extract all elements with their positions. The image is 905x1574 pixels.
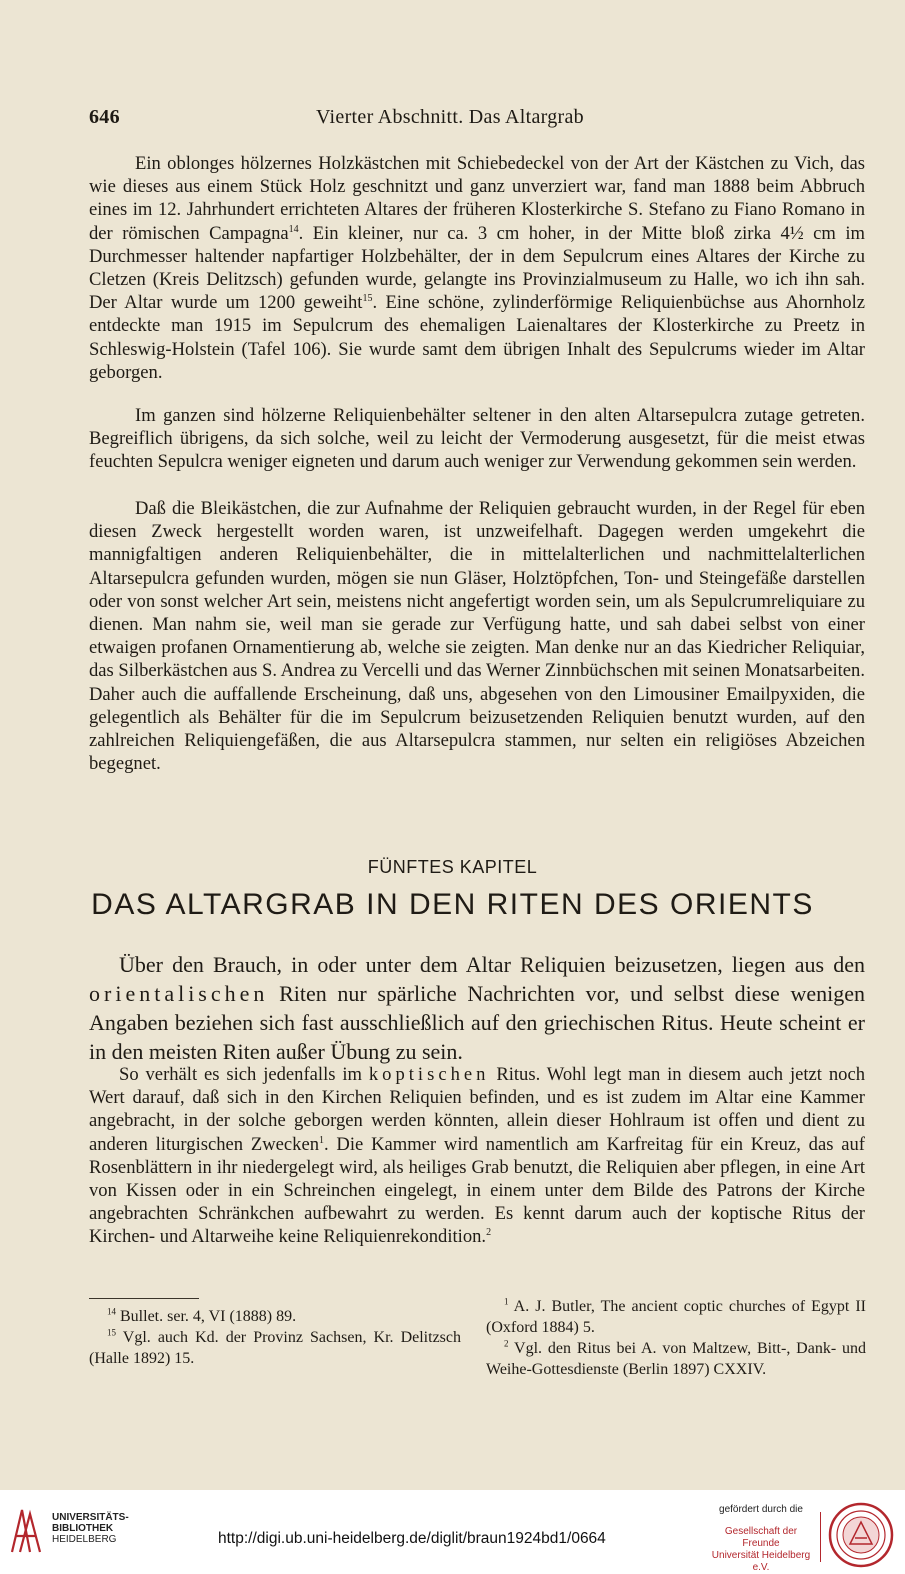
footnote-mark: 2: [504, 1338, 509, 1349]
paragraph-3: Daß die Bleikästchen, die zur Aufnahme der Reliquien gebraucht wurden, in der Regel für eben diesen Zweck hergestellt worden waren, ist unzweifelhaft. Dagegen werden umgekehrt die mannigfaltigen anderen Reliquienbehälter, die in mittelalterlichen und nachmittelalterlichen Altarsepulcra gefunden wurden, mögen sie nun Gläser, Holztöpfchen, Ton- und Steingefäße darstellen oder von sonst welcher Art sein, meistens nicht angefertigt worden sein, um als Sepulcrumreliquiare zu dienen. Man nahm sie, weil man sie gerade zur Verfügung hatte, und sah dabei selbst von einer etwaigen profanen Ornamentierung ab, welche sie zeigten. Man denke nur an das Kiedricher Reliquiar, das Silberkästchen aus S. Andrea zu Vercelli und das Werner Zinnbüchschen mit seinen Monatsarbeiten. Daher auch die auffallende Erscheinung, daß uns, abgesehen von den Limousiner Emailpyxiden, die gelegentlich als Behälter für die im Sepulcrum beizusetzenden Reliquien benutzt wurden, auf den zahlreichen Reliquiengefäßen, die aus Altarsepulcra stammen, nur selten ein religiöses Abzeichen begegnet.: [89, 498, 865, 775]
chapter-lead-paragraph: [89, 950, 865, 1066]
spaced-emphasis: koptischen: [368, 1064, 490, 1085]
footnote-ref: 14: [288, 223, 299, 235]
text: . Eine schöne, zylinderförmige Reliquienbüchse aus Ahornholz entdeckte man 1915 im Sepulcrum des ehemaligen Laienaltares der Klosterkirche zu Preetz in Schleswig-Holstein (Tafel 106). Sie wurde samt dem übrigen Inhalt des Sepulcrums wieder im Altar geborgen.: [89, 292, 865, 383]
paragraph-2: Im ganzen sind hölzerne Reliquienbehälter seltener in den alten Altarsepulcra zutage getreten. Begreiflich übrigens, da sich solche, weil zu leicht der Vermoderung ausgesetzt, für die meist etwas feuchten Sepulcra weniger eigneten und darum auch weniger zur Verwendung gekommen sein werden.: [89, 405, 865, 473]
footnote-text: Bullet. ser. 4, VI (1888) 89.: [116, 1308, 297, 1325]
footnote: [89, 1327, 461, 1369]
footnote-mark: 15: [107, 1327, 116, 1338]
sponsor-name: Gesellschaft der Freunde: [724, 1526, 798, 1549]
footnote-mark: 14: [107, 1306, 116, 1317]
library-name-line: BIBLIOTHEK: [52, 1523, 114, 1534]
footnote-ref: 1: [319, 1134, 324, 1146]
footnotes-right: [486, 1296, 866, 1380]
page-number: 646: [89, 106, 120, 128]
library-logo-icon: [8, 1506, 46, 1556]
footnote: [89, 1306, 461, 1327]
footnote-mark: 1: [504, 1296, 509, 1307]
text: Ein oblonges hölzernes Holzkästchen mit Schiebedeckel von der Art der Kästchen zu Vich, das wie dieses aus einem Stück Holz geschnitzt und ganz unverziert war, fand man 1888 beim Abbruch eines im 12. Jahrhundert errichteten Altares der früheren Klosterkirche S. Stefano zu Fiano Romano in der römischen Campagna: [89, 153, 865, 244]
library-name-line: UNIVERSITÄTS-: [52, 1512, 129, 1523]
chapter-title: DAS ALTARGRAB IN DEN RITEN DES ORIENTS: [91, 888, 814, 921]
footnote: [486, 1296, 866, 1338]
sponsor-caption: gefördert durch die: [719, 1504, 803, 1515]
running-head: Vierter Abschnitt. Das Altargrab: [316, 106, 584, 128]
footnote-text: A. J. Butler, The ancient coptic churches of Egypt II (Oxford 1884) 5.: [486, 1298, 866, 1336]
permalink-url[interactable]: http://digi.ub.uni-heidelberg.de/diglit/braun1924bd1/0664: [218, 1530, 606, 1547]
footer-bar: [0, 1490, 905, 1572]
chapter-label: FÜNFTES KAPITEL: [367, 857, 538, 877]
sponsor-name: Universität Heidelberg e.V.: [711, 1550, 811, 1573]
text: . Die Kammer wird namentlich am Karfreitag für ein Kreuz, das auf Rosenblättern in ihr niedergelegt wird, als heiliges Grab benutzt, die Reliquien aber pflegen, in eine Art von Kissen oder in ein Schreinchen eingelegt, in einem unter dem Bilde des Patrons der Kirche angebrachten Schränkchen aufbewahrt zu werden. Es kennt darum auch der koptische Ritus der Kirchen- und Altarweihe keine Reliquienrekondition.: [89, 1133, 865, 1248]
footer-divider: [820, 1512, 821, 1562]
paragraph-1: [89, 152, 865, 384]
university-seal-icon: [828, 1502, 894, 1568]
footnotes-left: [89, 1306, 461, 1369]
text: Riten nur spärliche Nachrichten vor, und selbst diese wenigen Angaben beziehen sich fast ausschließlich auf den griechischen Ritus. Heute scheint er in den meisten Riten außer Übung zu sein.: [89, 981, 865, 1064]
library-name-line: HEIDELBERG: [52, 1534, 117, 1545]
text: Über den Brauch, in oder unter dem Altar Reliquien beizusetzen, liegen aus den: [119, 952, 865, 977]
spaced-emphasis: orientalischen: [89, 981, 269, 1006]
footnote-rule: [89, 1298, 199, 1299]
paragraph-5: [89, 1063, 865, 1249]
sponsor-block: [705, 1504, 817, 1574]
footnote-ref: 2: [486, 1227, 492, 1239]
footnote: [486, 1338, 866, 1380]
footnote-text: Vgl. den Ritus bei A. von Maltzew, Bitt-, Dank- und Weihe-Gottesdienste (Berlin 1897) CXXIV.: [486, 1340, 866, 1378]
text: So verhält es sich jedenfalls im: [119, 1064, 369, 1085]
footnote-text: Vgl. auch Kd. der Provinz Sachsen, Kr. Delitzsch (Halle 1892) 15.: [89, 1329, 461, 1367]
footnote-ref: 15: [362, 293, 373, 305]
text: Ritus. Wohl legt man in diesem auch jetzt noch Wert darauf, daß sich in den Kirchen Reliquien befinden, und es ist zudem im Altar eine Kammer angebracht, in der solche geborgen werden könnten, allein dieser Hohlraum ist offen und dient zu anderen liturgischen Zwecken: [89, 1064, 865, 1155]
text: . Ein kleiner, nur ca. 3 cm hoher, in der Mitte bloß zirka 4½ cm im Durchmesser haltender napfartiger Holzbehälter, der in dem Sepulcrum eines Altares der Kirche zu Cletzen (Kreis Delitzsch) gefunden wurde, gelangte ins Provinzialmuseum zu Halle, wo ich ihn sah. Der Altar wurde um 1200 geweiht: [89, 222, 865, 314]
library-name: [52, 1512, 129, 1545]
